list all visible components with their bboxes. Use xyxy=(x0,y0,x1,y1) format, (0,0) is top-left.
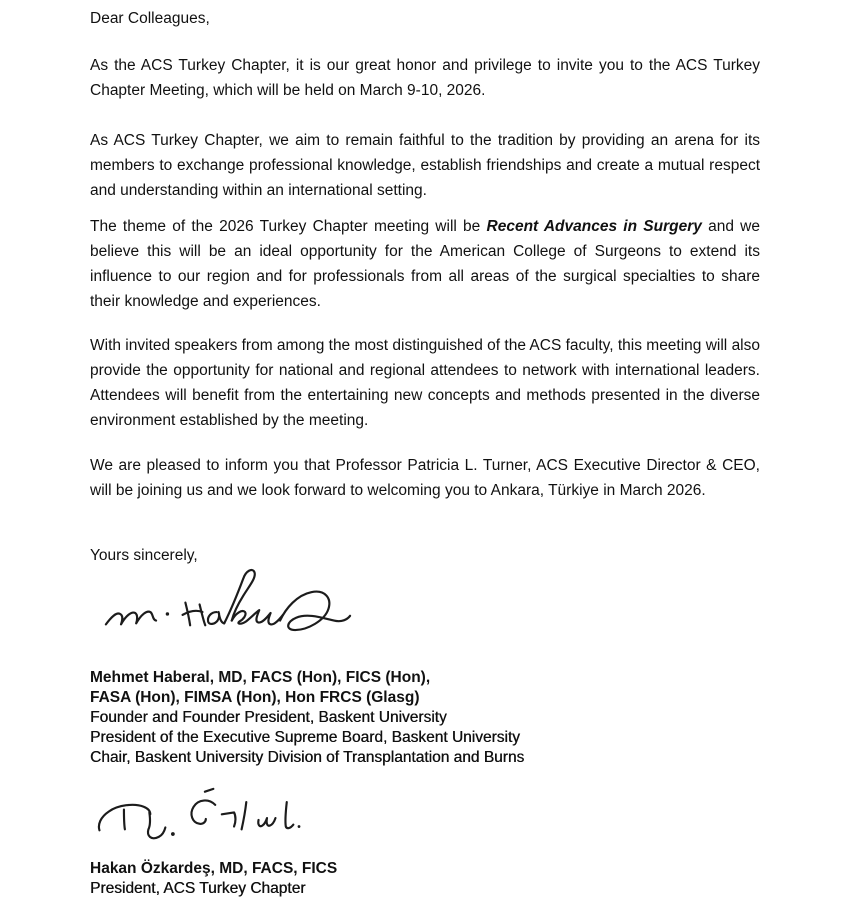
signatory-name-line: FASA (Hon), FIMSA (Hon), Hon FRCS (Glasg) xyxy=(90,689,420,706)
theme-text-before: The theme of the 2026 Turkey Chapter meeting will be xyxy=(90,218,487,235)
salutation: Dear Colleagues, xyxy=(90,10,210,27)
haberal-signature-image xyxy=(104,562,352,646)
signatory-name-line: Hakan Özkardeş, MD, FACS, FICS xyxy=(90,860,338,877)
paragraph-invitation: As the ACS Turkey Chapter, it is our great honor and privilege to invite you to the ACS Turkey Chapter Meeting, which will be held on March 9-10, 2026. xyxy=(90,57,760,99)
signatory-ozkardes xyxy=(90,859,760,899)
ozkardes-signature-dot xyxy=(171,832,175,836)
ozkardes-signature-dot xyxy=(298,825,301,828)
paragraph-tradition: As ACS Turkey Chapter, we aim to remain faithful to the tradition by providing an arena for its members to exchange professional knowledge, establish friendships and create a mutual respect and understanding within an international setting. xyxy=(90,132,760,199)
haberal-signature-dot xyxy=(166,612,169,615)
signatory-title-line: Chair, Baskent University Division of Transplantation and Burns xyxy=(90,749,525,766)
signatory-title-line: President, ACS Turkey Chapter xyxy=(90,880,306,897)
ozkardes-signature-strokes xyxy=(99,789,293,838)
paragraph-turner: We are pleased to inform you that Professor Patricia L. Turner, ACS Executive Director & CEO, will be joining us and we look forward to welcoming you to Ankara, Türkiye in March 2026. xyxy=(90,457,760,499)
paragraph-speakers: With invited speakers from among the most distinguished of the ACS faculty, this meeting will also provide the opportunity for national and regional attendees to network with international leaders. Attendees will benefit from the entertaining new concepts and methods presented in the diverse environment established by the meeting. xyxy=(90,337,760,429)
ozkardes-signature-image xyxy=(92,787,314,851)
signatory-title-line: President of the Executive Supreme Board, Baskent University xyxy=(90,729,520,746)
signatory-haberal xyxy=(90,668,760,768)
signatory-title-line: Founder and Founder President, Baskent University xyxy=(90,709,447,726)
paragraph-theme xyxy=(90,214,760,314)
theme-title-emphasis: Recent Advances in Surgery xyxy=(486,218,702,235)
theme-text-after: and we believe this will be an ideal opportunity for the American College of Surgeons to extend its influence to our region and for professionals from all areas of the surgical specialties to share their knowledge and experiences. xyxy=(90,218,760,310)
signatory-name-line: Mehmet Haberal, MD, FACS (Hon), FICS (Hon), xyxy=(90,669,431,686)
closing-phrase: Yours sincerely, xyxy=(90,547,198,564)
haberal-signature-strokes xyxy=(106,570,350,630)
